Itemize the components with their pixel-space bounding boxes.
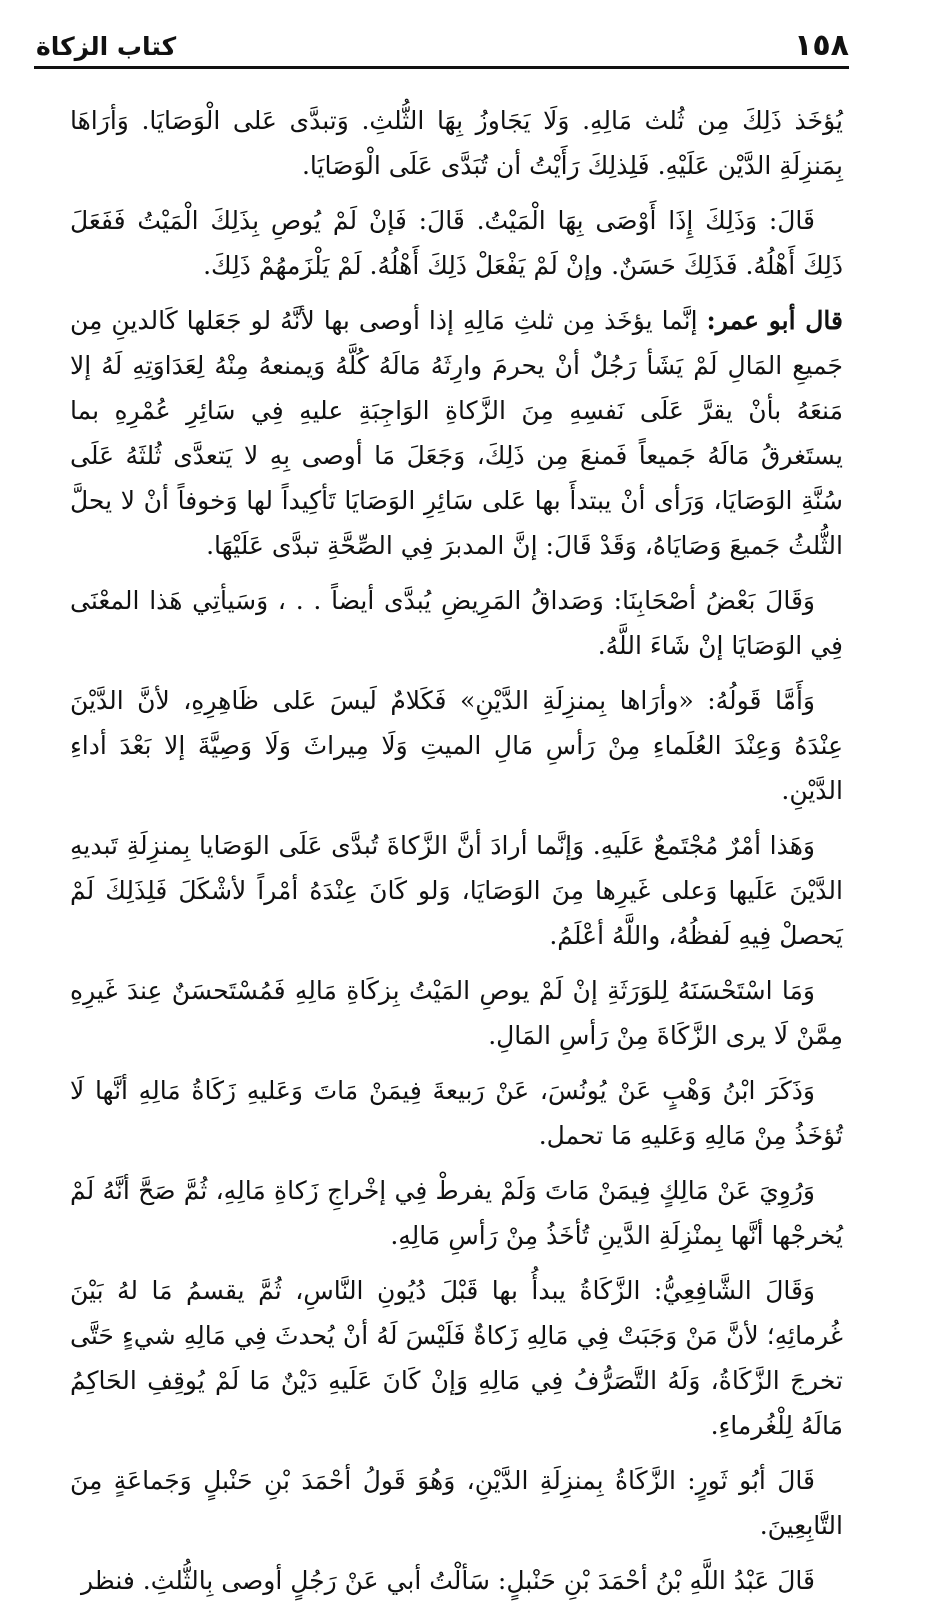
- paragraph: [70, 1558, 843, 1603]
- paragraph: [70, 1458, 843, 1548]
- paragraph: [70, 98, 843, 188]
- paragraph: [70, 1268, 843, 1448]
- paragraph-text: قَالَ أبُو ثَورٍ: الزَّكَاةُ بِمنزِلَةِ الدَّيْنِ، وَهُوَ قَولُ أحْمَدَ بْنِ حَنْبلٍ وَجَماعَةٍ مِنَ التَّابِعِينَ.: [70, 1466, 843, 1540]
- paragraph: [70, 968, 843, 1058]
- paragraph: [70, 1168, 843, 1258]
- paragraph-text: وَذَكَرَ ابْنُ وَهْبٍ عَنْ يُونُسَ، عَنْ رَبيعةَ فِيمَنْ مَاتَ وَعَليهِ زَكَاةُ مَالِهِ أنَّها لَا تُؤخَذُ مِنْ مَالِهِ وَعَليهِ مَا تحمل.: [70, 1076, 843, 1150]
- speaker-label: قال أبو عمر:: [706, 306, 843, 335]
- page-body: [70, 98, 843, 1613]
- page-header: [36, 26, 849, 70]
- header-rule: [34, 66, 849, 69]
- paragraph: [70, 578, 843, 668]
- paragraph-text: وَرُوِيَ عَنْ مَالِكٍ فِيمَنْ مَاتَ وَلَمْ يفرطْ فِي إخْراجِ زَكاةِ مَالِهِ، ثُمَّ صَحَّ أنَّهُ لَمْ يُخرجْها أنَّها بِمنْزِلَةِ الدَّينِ تُأخَذُ مِنْ رَأسِ مَالِهِ.: [70, 1176, 843, 1250]
- paragraph-text: وَقَالَ بَعْضُ أصْحَابِنَا: وَصَداقُ المَرِيضِ يُبدَّى أيضاً . . ، وَسَيأتِي هَذا المعْنَى فِي الوَصَايَا إنْ شَاءَ اللَّهُ.: [70, 586, 843, 660]
- paragraph-text: وَقَالَ الشَّافِعِيُّ: الزَّكَاةُ يبدأُ بها قَبْلَ دُيُونِ النَّاسِ، ثُمَّ يقسمُ مَا لهُ بَيْنَ غُرمائِهِ؛ لأنَّ مَنْ وَجَبَتْ فِي مَالِهِ زَكاةٌ فَلَيْسَ لَهُ أنْ يُحدثَ فِي مَالِهِ شيءٍ حَتَّى تخرجَ الزَّكَاةُ، وَلَهُ التَّصَرُّفُ فِي مَالِهِ وَإنْ كَانَ عَلَيهِ دَيْنٌ مَا لَمْ يُوقِفِ الحَاكِمُ مَالَهُ لِلْغُرماءِ.: [70, 1276, 843, 1440]
- paragraph-text: يُؤخَذ ذَلِكَ مِن ثُلث مَالِهِ. وَلَا يَجَاوزُ بِهَا الثُّلثِ. وَتبدَّى عَلى الْوَصَايَا. وَأرَاهَا بِمَنزِلَةِ الدَّيْن عَلَيْهِ. فَلِذلِكَ رَأَيْتُ أن تُبَدَّى عَلَى الْوَصَايَا.: [70, 106, 843, 180]
- paragraph-text: وَأَمَّا قَولُهُ: «وأرَاها بِمنزِلَةِ الدَّيْنِ» فَكَلامٌ لَيسَ عَلى ظَاهِرِهِ، لأنَّ الدَّيْنَ عِنْدَهُ وَعِنْدَ العُلَماءِ مِنْ رَأسِ مَالِ الميتِ وَلَا مِيراثَ وَلَا وَصِيَّةَ إلا بَعْدَ أداءِ الدَّيْنِ.: [70, 686, 843, 805]
- paragraph: [70, 823, 843, 958]
- paragraph: [70, 198, 843, 288]
- paragraph-text: قَالَ: وَذَلِكَ إِذَا أَوْصَى بِهَا الْمَيْتُ. قَالَ: فَإنْ لَمْ يُوصِ بِذَلِكَ الْمَيْتُ فَفَعَلَ ذَلِكَ أَهْلُهُ. فَذَلِكَ حَسَنٌ. وإنْ لَمْ يَفْعَلْ ذَلِكَ أَهْلُهُ. لَمْ يَلْزَمهُمْ ذَلِكَ.: [70, 206, 843, 280]
- paragraph: [70, 678, 843, 813]
- paragraph: [70, 1068, 843, 1158]
- page-number: ١٥٨: [794, 28, 849, 63]
- paragraph: [70, 298, 843, 568]
- paragraph-text: قَالَ عَبْدُ اللَّهِ بْنُ أحْمَدَ بْنِ حَنْبلٍ: سَألْتُ أبي عَنْ رَجُلٍ أوصى بِالثُّلثِ. فنظر: [81, 1566, 815, 1595]
- running-title: كتاب الزكاة: [36, 32, 177, 61]
- paragraph-text: إنَّما يؤخَذ مِن ثلثِ مَالِهِ إذا أوصى بها لأنَّهُ لو جَعَلها كَالدينِ مِن جَميعِ المَالِ لَمْ يَشَأ رَجُلٌ أنْ يحرمَ وارِثَهُ مَالَهُ كُلَّهُ وَيمنعهُ مِنْهُ لِعَدَاوَتِهِ لَهُ إلا مَنعَهُ بأنْ يقرَّ عَلَى نَفسِهِ مِنَ الزَّكاةِ الوَاجِبَةِ عليهِ فِي سَائِرِ عُمْرِهِ بما يستَغرقُ مَالَهُ جَميعاً فَمنعَ مِن ذَلِكَ، وَجَعَلَ مَا أوصى بِهِ لا يَتعدَّى ثُلثَهُ عَلَى سُنَّةِ الوَصَايَا، وَرَأى أنْ يبتدأَ بها عَلى سَائِرِ الوَصَايَا تَأكِيداً لها وَخوفاً أنْ لا يحلَّ الثُّلثُ جَميعَ وَصَايَاهُ، وَقَدْ قَالَ: إنَّ المدبرَ فِي الصِّحَّةِ تبدَّى عَلَيْهَا.: [70, 306, 843, 560]
- paragraph-text: وَمَا اسْتَحْسَنَهُ لِلوَرَثَةِ إنْ لَمْ يوصِ المَيْتُ بِزكَاةِ مَالِهِ فَمُسْتَحسَنٌ عِندَ غَيرِهِ مِمَّنْ لَا يرى الزَّكَاةَ مِنْ رَأسِ المَالِ.: [70, 976, 843, 1050]
- paragraph-text: وَهَذا أمْرٌ مُجْتَمعٌ عَلَيهِ. وَإنَّما أرادَ أنَّ الزَّكاةَ تُبدَّى عَلَى الوَصَايا بِمنزِلَةِ تَبديهِ الدَّيْنَ عَلَيها وَعلى غَيرِها مِنَ الوَصَايَا، وَلو كَانَ عِنْدَهُ أمْراً لأشْكَلَ فَلِذَلِكَ لَمْ يَحصلْ فِيهِ لَفظُهُ، واللَّهُ أعْلَمُ.: [70, 831, 843, 950]
